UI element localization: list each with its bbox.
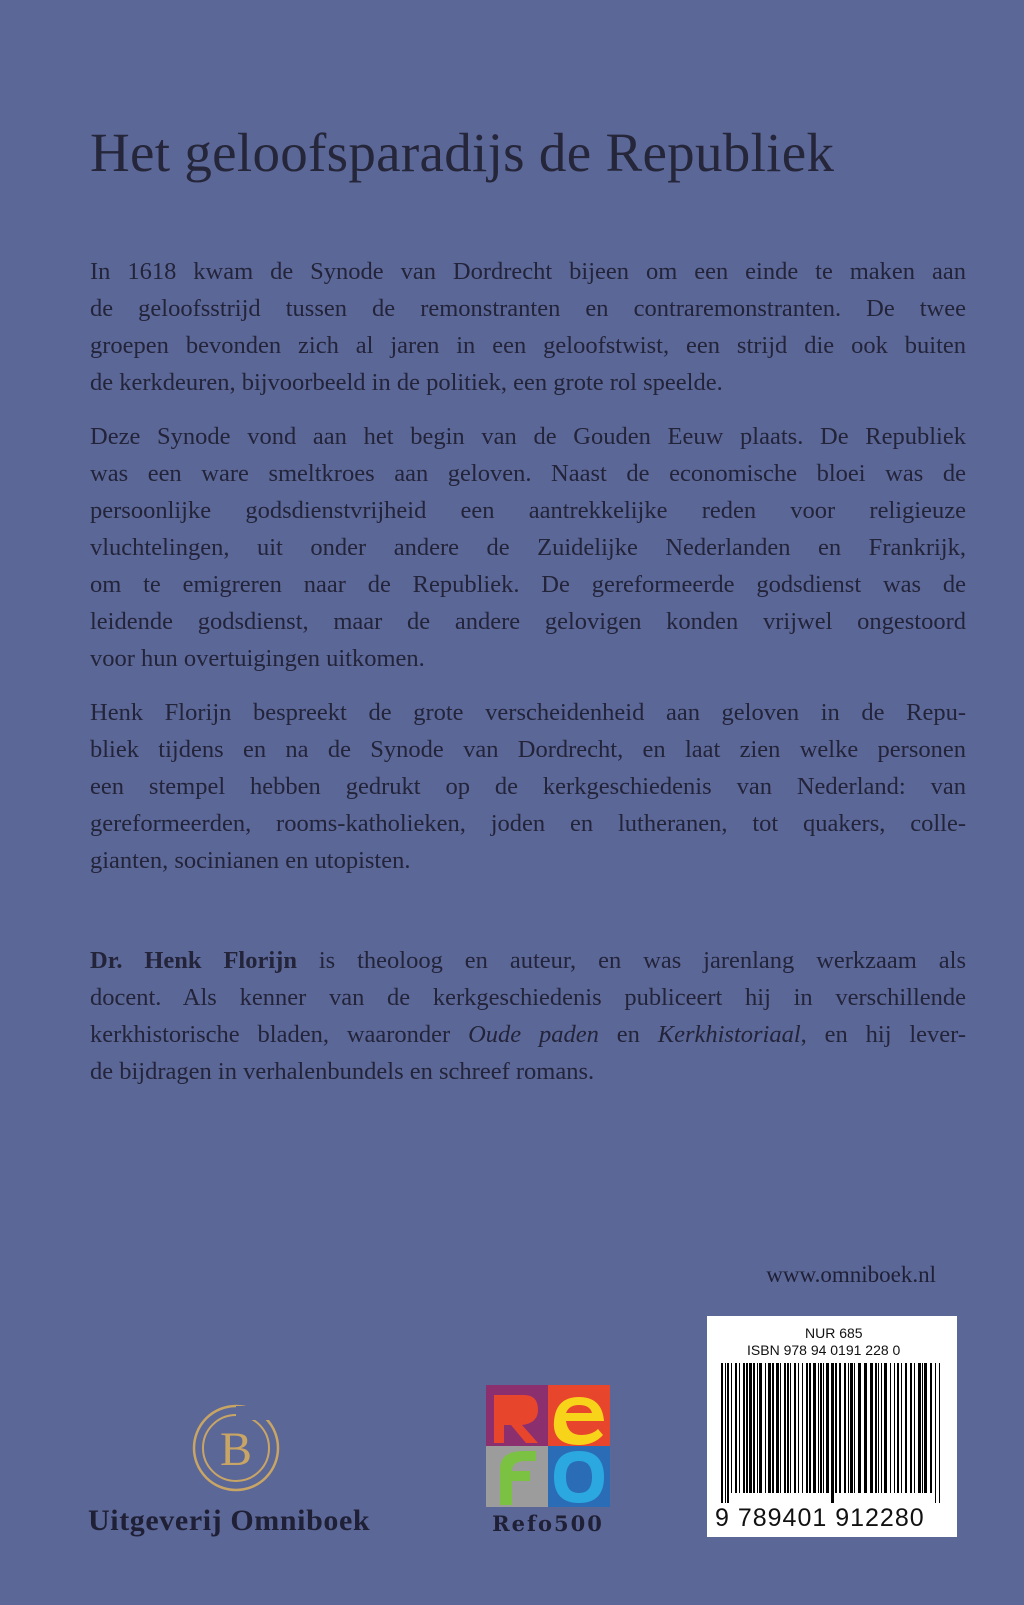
bio-line-1: Dr. Henk Florijn is theoloog en auteur, en was jarenlang werkzaam als (90, 947, 966, 974)
refo500-name: Refo500 (492, 1511, 604, 1536)
paragraph-republic (90, 418, 966, 677)
bio-line-2: docent. Als kenner van de kerkgeschiedenis publiceert hij in verschillende (90, 984, 966, 1011)
isbn-barcode (707, 1316, 957, 1537)
nur-code: NUR 685 (805, 1325, 863, 1341)
bio-line-4: de bijdragen in verhalenbundels en schreef romans. (90, 1058, 595, 1085)
paragraph-summary (90, 694, 966, 879)
text-line: In 1618 kwam de Synode van Dordrecht bijeen om een einde te maken aan (90, 258, 966, 285)
journal-kerkhistoriaal: Kerkhistoriaal (657, 1021, 801, 1048)
refo500-logo (486, 1385, 610, 1536)
paragraph-intro (90, 253, 966, 401)
text-line: Henk Florijn bespreekt de grote verscheidenheid aan geloven in de Repu- (90, 699, 966, 726)
barcode-bars (721, 1363, 943, 1503)
text-line: de geloofsstrijd tussen de remonstranten en contraremonstranten. De twee (90, 295, 966, 322)
ean-digits: 9 789401 912280 (715, 1504, 925, 1532)
text-line: voor hun overtuigingen uitkomen. (90, 645, 425, 672)
text-line: gianten, socinianen en utopisten. (90, 847, 411, 874)
text-line: de kerkdeuren, bijvoorbeeld in de politiek, een grote rol speelde. (90, 369, 723, 396)
book-title: Het geloofsparadijs de Republiek (90, 122, 835, 183)
text-line: persoonlijke godsdienstvrijheid een aantrekkelijke reden voor religieuze (90, 497, 966, 524)
website-url: www.omniboek.nl (766, 1262, 936, 1287)
text-line: vluchtelingen, uit onder andere de Zuidelijke Nederlanden en Frankrijk, (90, 534, 966, 561)
publisher-name: Uitgeverij Omniboek (88, 1504, 371, 1537)
author-name: Dr. Henk Florijn (90, 947, 297, 974)
author-bio (90, 942, 966, 1090)
isbn-number: ISBN 978 94 0191 228 0 (747, 1342, 901, 1358)
text-line: een stempel hebben gedrukt op de kerkgeschiedenis van Nederland: van (90, 773, 966, 800)
text-line: bliek tijdens en na de Synode van Dordrecht, en laat zien welke personen (90, 736, 966, 763)
text-line: om te emigreren naar de Republiek. De gereformeerde godsdienst was de (90, 571, 966, 598)
svg-text:B: B (219, 1423, 253, 1476)
bio-line-3: kerkhistorische bladen, waaronder Oude paden en Kerkhistoriaal, en hij lever- (90, 1021, 967, 1048)
text-line: was een ware smeltkroes aan geloven. Naast de economische bloei was de (90, 460, 966, 487)
text-line: Deze Synode vond aan het begin van de Gouden Eeuw plaats. De Republiek (90, 423, 966, 450)
publisher-logo (88, 1392, 388, 1537)
refo-letters-icon (486, 1385, 610, 1507)
journal-oude-paden: Oude paden (468, 1021, 599, 1048)
omniboek-monogram-icon (88, 1392, 388, 1502)
text-line: gereformeerden, rooms-katholieken, joden en lutheranen, tot quakers, colle- (90, 810, 966, 837)
text-line: groepen bevonden zich al jaren in een geloofstwist, een strijd die ook buiten (90, 332, 966, 359)
text-line: leidende godsdienst, maar de andere gelovigen konden vrijwel ongestoord (90, 608, 966, 635)
